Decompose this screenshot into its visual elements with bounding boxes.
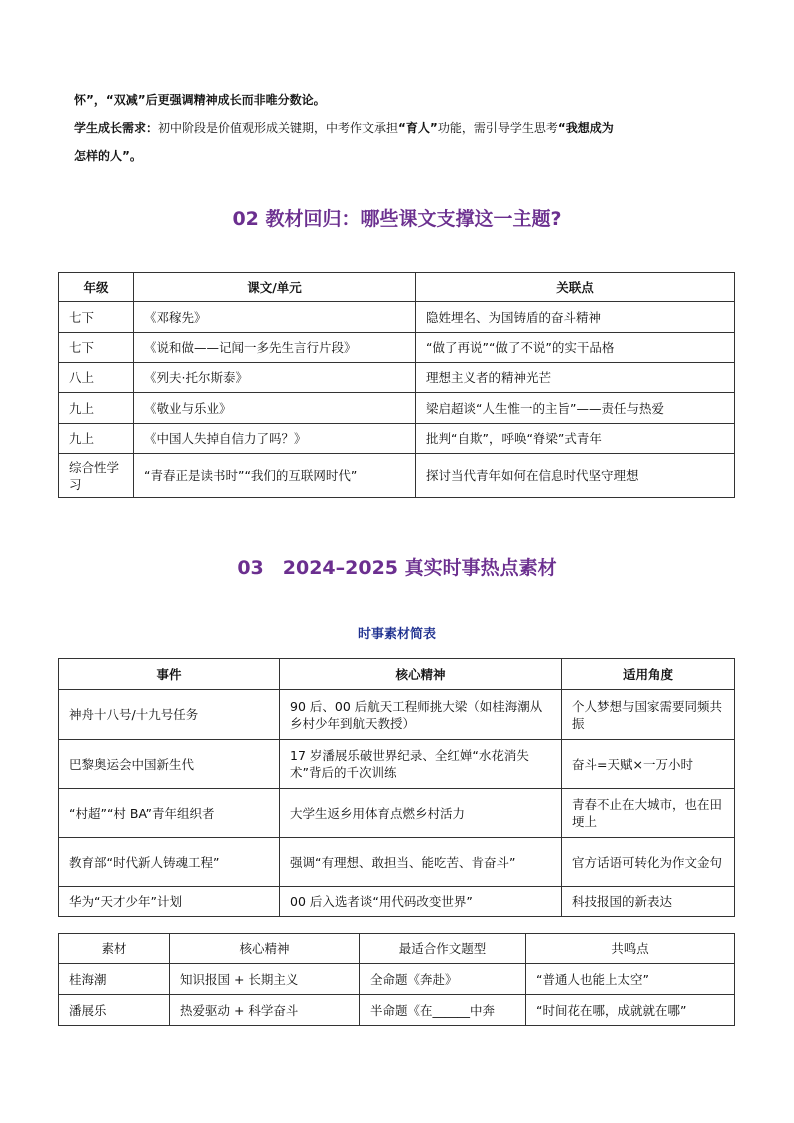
section-3-heading: 03 2024–2025 真实时事热点素材 bbox=[237, 557, 557, 579]
cell-lesson: 《邓稼先》 bbox=[134, 302, 416, 333]
growth-needs-emphasis-3: 怎样的人”。 bbox=[74, 149, 142, 163]
cell-grade: 八上 bbox=[59, 363, 134, 393]
header-angle: 适用角度 bbox=[562, 659, 735, 690]
cell-spirit: 强调“有理想、敢担当、能吃苦、肯奋斗” bbox=[280, 838, 562, 887]
cell-resonance: “时间花在哪，成就就在哪” bbox=[526, 995, 735, 1026]
cell-grade: 综合性学习 bbox=[59, 454, 134, 498]
header-spirit: 核心精神 bbox=[280, 659, 562, 690]
header-spirit: 核心精神 bbox=[170, 934, 360, 964]
table-row bbox=[59, 454, 735, 498]
intro-line-2 bbox=[74, 114, 734, 142]
header-link: 关联点 bbox=[416, 273, 735, 302]
cell-link: 理想主义者的精神光芒 bbox=[416, 363, 735, 393]
cell-angle: 个人梦想与国家需要同频共振 bbox=[562, 690, 735, 740]
table-row bbox=[59, 995, 735, 1026]
material-table bbox=[58, 933, 735, 1026]
cell-lesson: 《敬业与乐业》 bbox=[134, 393, 416, 424]
cell-grade: 七下 bbox=[59, 302, 134, 333]
cell-link: 探讨当代青年如何在信息时代坚守理想 bbox=[416, 454, 735, 498]
cell-event: 华为“天才少年”计划 bbox=[59, 887, 280, 917]
cell-angle: 奋斗=天赋×一万小时 bbox=[562, 740, 735, 789]
cell-event: “村超”“村 BA”青年组织者 bbox=[59, 789, 280, 838]
cell-event: 巴黎奥运会中国新生代 bbox=[59, 740, 280, 789]
cell-grade: 七下 bbox=[59, 333, 134, 363]
cell-spirit: 17 岁潘展乐破世界纪录、全红婵“水花消失术”背后的千次训练 bbox=[280, 740, 562, 789]
table-row bbox=[59, 740, 735, 789]
cell-link: “做了再说”“做了不说”的实干品格 bbox=[416, 333, 735, 363]
cell-grade: 九上 bbox=[59, 424, 134, 454]
current-events-table bbox=[58, 658, 735, 917]
cell-essay-type: 半命题《在______中奔 bbox=[360, 995, 526, 1026]
growth-needs-emphasis-1: “育人” bbox=[398, 121, 438, 135]
table-row bbox=[59, 333, 735, 363]
cell-spirit: 热爱驱动 + 科学奋斗 bbox=[170, 995, 360, 1026]
intro-text: 怀”，“双减”后更强调精神成长而非唯分数论。 bbox=[74, 93, 326, 107]
growth-needs-emphasis-2: “我想成为 bbox=[557, 121, 614, 135]
table-row bbox=[59, 393, 735, 424]
table-row bbox=[59, 789, 735, 838]
header-lesson: 课文/单元 bbox=[134, 273, 416, 302]
cell-link: 梁启超谈“人生惟一的主旨”——责任与热爱 bbox=[416, 393, 735, 424]
intro-line-1 bbox=[74, 86, 734, 114]
cell-event: 教育部“时代新人铸魂工程” bbox=[59, 838, 280, 887]
table-header-row bbox=[59, 273, 735, 302]
growth-needs-text: 初中阶段是价值观形成关键期，中考作文承担 bbox=[158, 121, 399, 135]
cell-material: 桂海潮 bbox=[59, 964, 170, 995]
table-header-row bbox=[59, 659, 735, 690]
growth-needs-label: 学生成长需求： bbox=[74, 121, 159, 135]
table-row bbox=[59, 887, 735, 917]
table-row bbox=[59, 363, 735, 393]
cell-essay-type: 全命题《奔赴》 bbox=[360, 964, 526, 995]
section-2-heading: 02 教材回归：哪些课文支撑这一主题? bbox=[232, 208, 562, 230]
table-header-row bbox=[59, 934, 735, 964]
table-row bbox=[59, 424, 735, 454]
cell-spirit: 00 后入选者谈“用代码改变世界” bbox=[280, 887, 562, 917]
header-resonance: 共鸣点 bbox=[526, 934, 735, 964]
cell-grade: 九上 bbox=[59, 393, 134, 424]
textbook-table bbox=[58, 272, 735, 498]
cell-lesson: 《中国人失掉自信力了吗？》 bbox=[134, 424, 416, 454]
header-material: 素材 bbox=[59, 934, 170, 964]
header-event: 事件 bbox=[59, 659, 280, 690]
cell-link: 批判“自欺”，呼唤“脊梁”式青年 bbox=[416, 424, 735, 454]
header-essay-type: 最适合作文题型 bbox=[360, 934, 526, 964]
cell-event: 神舟十八号/十九号任务 bbox=[59, 690, 280, 740]
cell-angle: 科技报国的新表达 bbox=[562, 887, 735, 917]
table-caption: 时事素材简表 bbox=[357, 627, 436, 642]
cell-angle: 官方话语可转化为作文金句 bbox=[562, 838, 735, 887]
header-grade: 年级 bbox=[59, 273, 134, 302]
intro-line-3 bbox=[74, 142, 734, 170]
cell-spirit: 知识报国 + 长期主义 bbox=[170, 964, 360, 995]
cell-lesson: 《列夫·托尔斯泰》 bbox=[134, 363, 416, 393]
table-row bbox=[59, 964, 735, 995]
cell-link: 隐姓埋名、为国铸盾的奋斗精神 bbox=[416, 302, 735, 333]
growth-needs-text-2: 功能，需引导学生思考 bbox=[437, 121, 558, 135]
cell-resonance: “普通人也能上太空” bbox=[526, 964, 735, 995]
table-row bbox=[59, 302, 735, 333]
cell-material: 潘展乐 bbox=[59, 995, 170, 1026]
cell-spirit: 大学生返乡用体育点燃乡村活力 bbox=[280, 789, 562, 838]
table-row bbox=[59, 690, 735, 740]
table-row bbox=[59, 838, 735, 887]
cell-lesson: 《说和做——记闻一多先生言行片段》 bbox=[134, 333, 416, 363]
cell-spirit: 90 后、00 后航天工程师挑大梁（如桂海潮从乡村少年到航天教授） bbox=[280, 690, 562, 740]
cell-lesson: “青春正是读书时”“我们的互联网时代” bbox=[134, 454, 416, 498]
cell-angle: 青春不止在大城市，也在田埂上 bbox=[562, 789, 735, 838]
